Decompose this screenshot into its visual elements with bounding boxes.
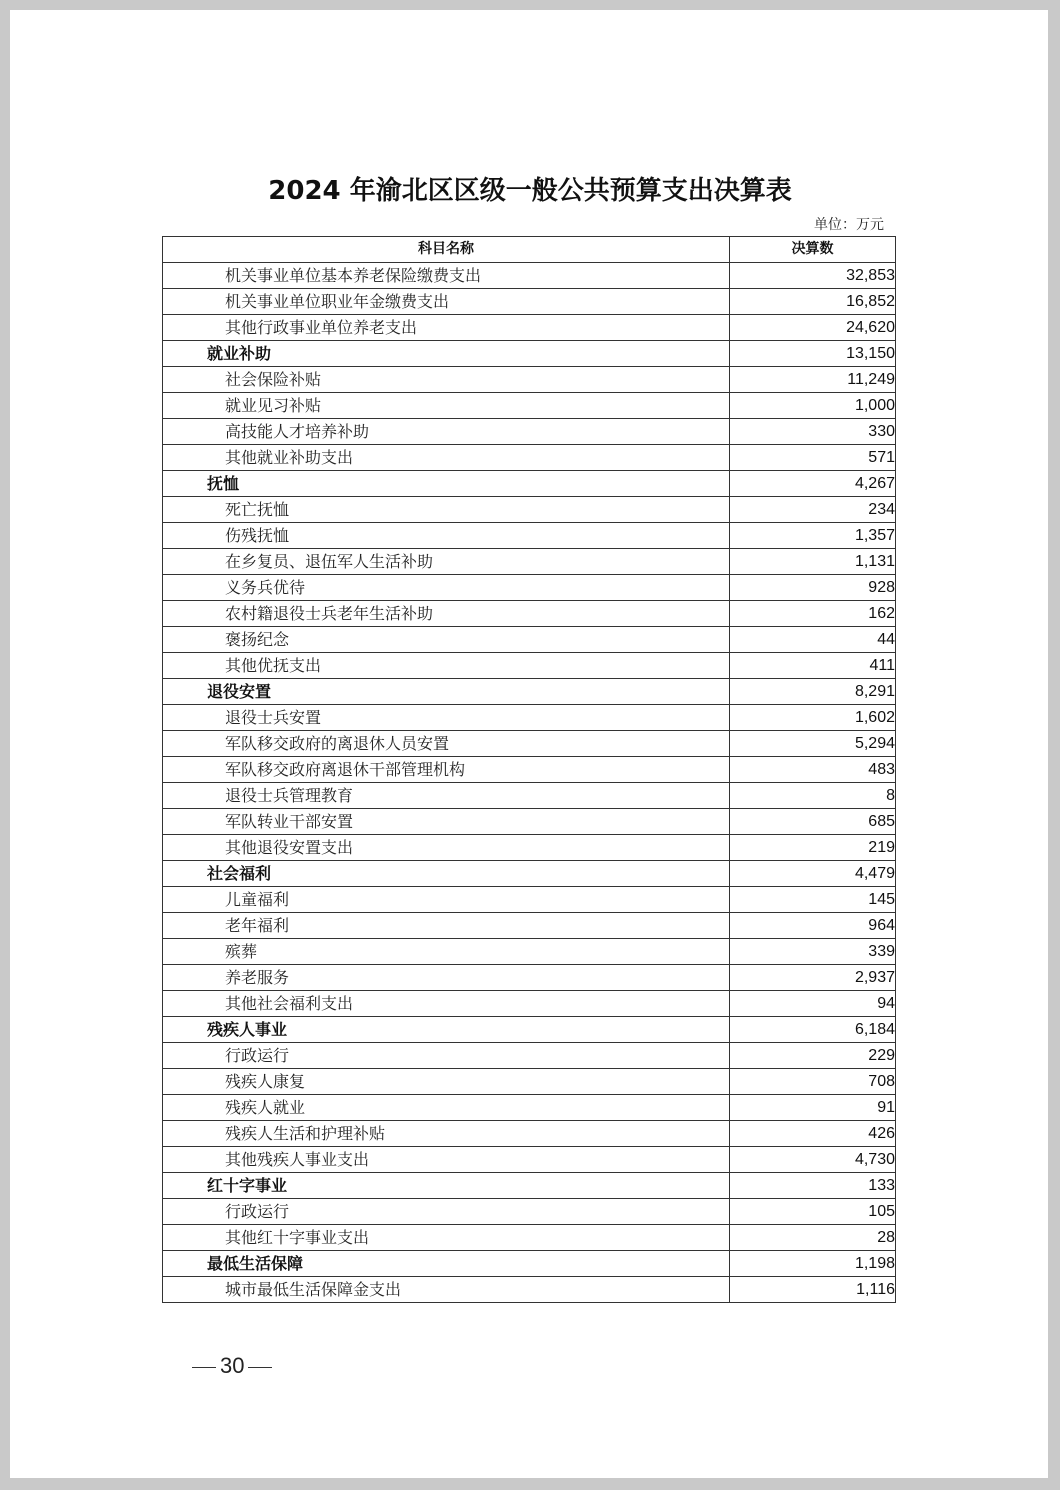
table-row — [163, 1277, 896, 1303]
amount-value: 1,602 — [730, 705, 896, 731]
category-name: 最低生活保障 — [163, 1251, 730, 1277]
amount-value: 1,131 — [730, 549, 896, 575]
table-row — [163, 497, 896, 523]
item-name: 其他残疾人事业支出 — [163, 1147, 730, 1173]
document-title: 2024 年渝北区区级一般公共预算支出决算表 — [268, 176, 792, 206]
item-name: 残疾人就业 — [163, 1095, 730, 1121]
table-row — [163, 1225, 896, 1251]
table-row — [163, 913, 896, 939]
amount-value: 411 — [730, 653, 896, 679]
table-row — [163, 653, 896, 679]
item-name: 残疾人生活和护理补贴 — [163, 1121, 730, 1147]
table-row — [163, 367, 896, 393]
item-name: 军队转业干部安置 — [163, 809, 730, 835]
category-name: 就业补助 — [163, 341, 730, 367]
column-header-name: 科目名称 — [163, 237, 730, 263]
item-name: 殡葬 — [163, 939, 730, 965]
table-row — [163, 393, 896, 419]
table-row — [163, 1199, 896, 1225]
amount-value: 6,184 — [730, 1017, 896, 1043]
table-row — [163, 1069, 896, 1095]
category-name: 残疾人事业 — [163, 1017, 730, 1043]
amount-value: 571 — [730, 445, 896, 471]
amount-value: 708 — [730, 1069, 896, 1095]
category-row — [163, 341, 896, 367]
item-name: 机关事业单位职业年金缴费支出 — [163, 289, 730, 315]
category-name: 红十字事业 — [163, 1173, 730, 1199]
category-name: 退役安置 — [163, 679, 730, 705]
amount-value: 4,730 — [730, 1147, 896, 1173]
table-body — [163, 263, 896, 1303]
amount-value: 162 — [730, 601, 896, 627]
amount-value: 483 — [730, 757, 896, 783]
table-row — [163, 965, 896, 991]
item-name: 在乡复员、退伍军人生活补助 — [163, 549, 730, 575]
amount-value: 928 — [730, 575, 896, 601]
unit-label: 单位：万元 — [814, 217, 884, 233]
table-row — [163, 419, 896, 445]
table-row — [163, 809, 896, 835]
amount-value: 105 — [730, 1199, 896, 1225]
item-name: 机关事业单位基本养老保险缴费支出 — [163, 263, 730, 289]
item-name: 行政运行 — [163, 1199, 730, 1225]
table-row — [163, 835, 896, 861]
item-name: 军队移交政府离退休干部管理机构 — [163, 757, 730, 783]
amount-value: 229 — [730, 1043, 896, 1069]
page-number — [188, 1353, 276, 1379]
table-row — [163, 523, 896, 549]
category-row — [163, 1173, 896, 1199]
amount-value: 1,357 — [730, 523, 896, 549]
amount-value: 11,249 — [730, 367, 896, 393]
category-row — [163, 861, 896, 887]
item-name: 社会保险补贴 — [163, 367, 730, 393]
table-row — [163, 1095, 896, 1121]
item-name: 死亡抚恤 — [163, 497, 730, 523]
amount-value: 94 — [730, 991, 896, 1017]
amount-value: 8 — [730, 783, 896, 809]
amount-value: 685 — [730, 809, 896, 835]
item-name: 其他就业补助支出 — [163, 445, 730, 471]
item-name: 其他红十字事业支出 — [163, 1225, 730, 1251]
table-row — [163, 601, 896, 627]
category-row — [163, 1017, 896, 1043]
amount-value: 1,000 — [730, 393, 896, 419]
amount-value: 5,294 — [730, 731, 896, 757]
table-row — [163, 939, 896, 965]
item-name: 褒扬纪念 — [163, 627, 730, 653]
table-row — [163, 445, 896, 471]
amount-value: 1,116 — [730, 1277, 896, 1303]
amount-value: 91 — [730, 1095, 896, 1121]
item-name: 高技能人才培养补助 — [163, 419, 730, 445]
category-name: 抚恤 — [163, 471, 730, 497]
item-name: 就业见习补贴 — [163, 393, 730, 419]
amount-value: 964 — [730, 913, 896, 939]
item-name: 其他社会福利支出 — [163, 991, 730, 1017]
item-name: 残疾人康复 — [163, 1069, 730, 1095]
item-name: 其他优抚支出 — [163, 653, 730, 679]
item-name: 老年福利 — [163, 913, 730, 939]
table-row — [163, 731, 896, 757]
table-row — [163, 757, 896, 783]
table-row — [163, 705, 896, 731]
amount-value: 133 — [730, 1173, 896, 1199]
budget-table — [162, 236, 896, 1303]
table-row — [163, 991, 896, 1017]
category-row — [163, 471, 896, 497]
amount-value: 44 — [730, 627, 896, 653]
table-row — [163, 1147, 896, 1173]
amount-value: 13,150 — [730, 341, 896, 367]
item-name: 儿童福利 — [163, 887, 730, 913]
item-name: 义务兵优待 — [163, 575, 730, 601]
table-header-row — [163, 237, 896, 263]
amount-value: 339 — [730, 939, 896, 965]
category-name: 社会福利 — [163, 861, 730, 887]
page-number-dash-left — [192, 1367, 216, 1368]
amount-value: 1,198 — [730, 1251, 896, 1277]
item-name: 养老服务 — [163, 965, 730, 991]
amount-value: 32,853 — [730, 263, 896, 289]
table-row — [163, 887, 896, 913]
table-row — [163, 315, 896, 341]
table-row — [163, 575, 896, 601]
item-name: 城市最低生活保障金支出 — [163, 1277, 730, 1303]
item-name: 退役士兵管理教育 — [163, 783, 730, 809]
amount-value: 234 — [730, 497, 896, 523]
page-number-value: 30 — [220, 1353, 245, 1378]
column-header-value: 决算数 — [730, 237, 896, 263]
amount-value: 4,267 — [730, 471, 896, 497]
item-name: 军队移交政府的离退休人员安置 — [163, 731, 730, 757]
page-number-dash-right — [248, 1367, 272, 1368]
amount-value: 219 — [730, 835, 896, 861]
amount-value: 145 — [730, 887, 896, 913]
amount-value: 330 — [730, 419, 896, 445]
table-row — [163, 627, 896, 653]
table-row — [163, 289, 896, 315]
item-name: 伤残抚恤 — [163, 523, 730, 549]
amount-value: 2,937 — [730, 965, 896, 991]
item-name: 农村籍退役士兵老年生活补助 — [163, 601, 730, 627]
table-row — [163, 1043, 896, 1069]
item-name: 其他行政事业单位养老支出 — [163, 315, 730, 341]
item-name: 行政运行 — [163, 1043, 730, 1069]
amount-value: 4,479 — [730, 861, 896, 887]
table-row — [163, 1121, 896, 1147]
table-row — [163, 263, 896, 289]
item-name: 其他退役安置支出 — [163, 835, 730, 861]
category-row — [163, 1251, 896, 1277]
table-row — [163, 549, 896, 575]
amount-value: 8,291 — [730, 679, 896, 705]
item-name: 退役士兵安置 — [163, 705, 730, 731]
amount-value: 24,620 — [730, 315, 896, 341]
table-row — [163, 783, 896, 809]
amount-value: 16,852 — [730, 289, 896, 315]
amount-value: 426 — [730, 1121, 896, 1147]
amount-value: 28 — [730, 1225, 896, 1251]
category-row — [163, 679, 896, 705]
